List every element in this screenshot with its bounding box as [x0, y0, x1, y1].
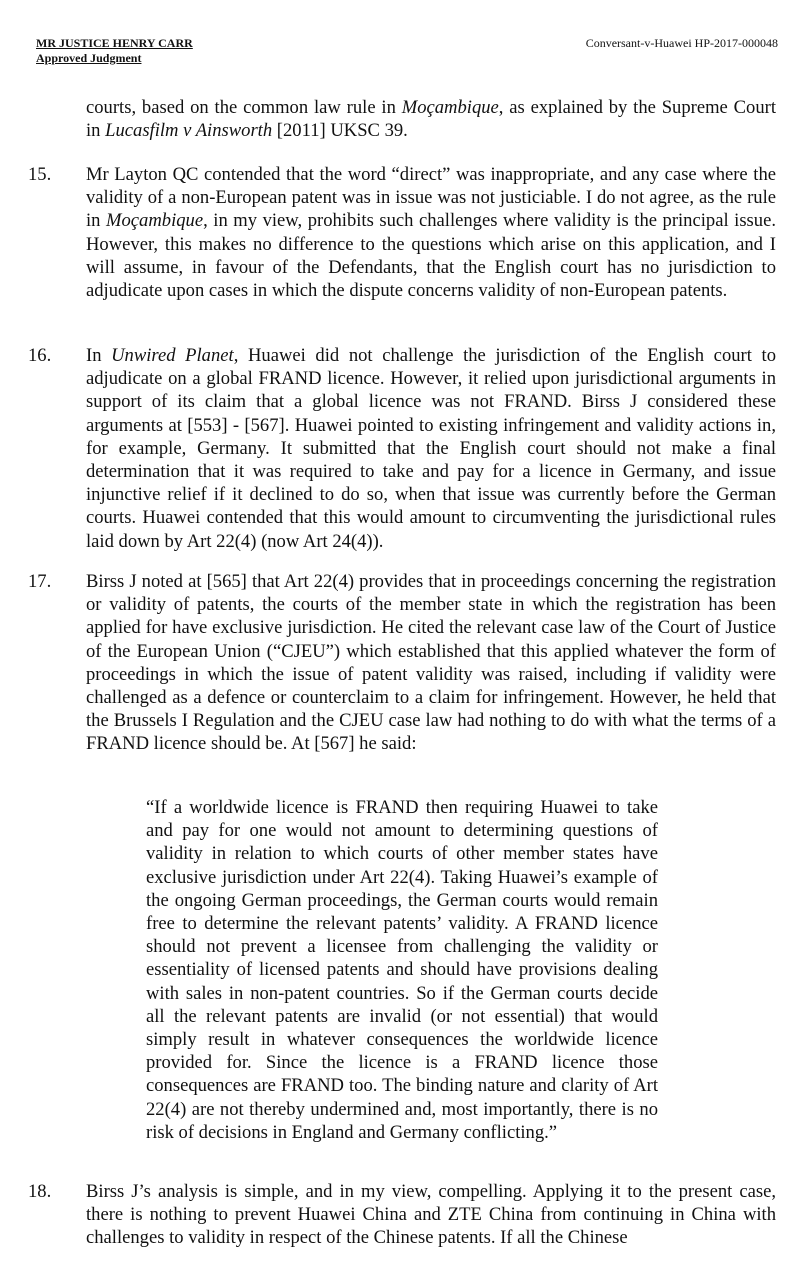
- judgment-status: Approved Judgment: [36, 51, 142, 65]
- text: [2011] UKSC 39.: [272, 120, 408, 142]
- case-name: Moçambique: [106, 210, 204, 232]
- judge-name: MR JUSTICE HENRY CARR: [36, 36, 193, 50]
- text: , in my view, prohibits such challenges where validity is the principal issue. However, this makes no difference to the questions which arise on this application, and I will assume, in favour of the Defendants, that the English court has no jurisdiction to adjudicate upon cases in which the dispute concerns validity of non-European patents.: [86, 210, 776, 302]
- paragraph-continuation: [86, 96, 776, 142]
- paragraph-number: 18.: [28, 1181, 52, 1202]
- paragraph-16: [86, 344, 776, 553]
- paragraph-number: 15.: [28, 164, 52, 185]
- block-quote: “If a worldwide licence is FRAND then requiring Huawei to take and pay for one would not amount to determining questions of validity in relation to which courts of other member states have exclusive jurisdiction under Art 22(4). Taking Huawei’s example of the ongoing German proceedings, the German courts would remain free to determine the relevant patents’ validity. A FRAND licence should not prevent a licensee from challenging the validity or essentiality of licensed patents and should have provisions dealing with sales in non-patent countries. So if the German courts decide all the relevant patents are invalid (or not essential) that would simply result in whatever consequences the worldwide licence provided for. Since the licence is a FRAND licence those consequences are FRAND too. The binding nature and clarity of Art 22(4) are not thereby undermined and, most importantly, there is no risk of decisions in England and Germany conflicting.”: [146, 797, 658, 1143]
- paragraph-18: Birss J’s analysis is simple, and in my view, compelling. Applying it to the present case, there is nothing to prevent Huawei China and ZTE China from continuing in China with challenges to validity in respect of the Chinese patents. If all the Chinese: [86, 1181, 776, 1249]
- paragraph-17: Birss J noted at [565] that Art 22(4) provides that in proceedings concerning the registration or validity of patents, the courts of the member state in which the registration has been applied for have exclusive jurisdiction. He cited the relevant case law of the Court of Justice of the European Union (“CJEU”) which established that this applied whatever the form of proceedings in which the issue of patent validity was raised, including if validity were challenged as a defence or counterclaim to a claim for infringement. However, he held that the Brussels I Regulation and the CJEU case law had nothing to do with what the terms of a FRAND licence should be. At [567] he said:: [86, 571, 776, 755]
- paragraph-number: 16.: [28, 345, 52, 366]
- page-header-left: [36, 36, 193, 66]
- case-name: Lucasfilm v Ainsworth: [105, 120, 273, 142]
- text: , Huawei did not challenge the jurisdiction of the English court to adjudicate on a global FRAND licence. However, it relied upon jurisdictional arguments in support of its claim that a global licence was not FRAND. Birss J considered these arguments at [553] - [567]. Huawei pointed to existing infringement and validity actions in, for example, Germany. It submitted that the English court should not make a final determination that it was required to take and pay for a licence in Germany, and issue injunctive relief if it declined to do so, when that issue was currently before the German courts. Huawei contended that this would amount to circumventing the jurisdictional rules laid down by Art 22(4) (now Art 24(4)).: [86, 345, 776, 552]
- case-reference: Conversant-v-Huawei HP-2017-000048: [585, 36, 778, 50]
- text: , as explained by the Supreme Court in: [86, 97, 776, 142]
- paragraph-15: [86, 163, 776, 302]
- text: courts, based on the common law rule in: [86, 97, 402, 118]
- text: In: [86, 345, 112, 366]
- paragraph-number: 17.: [28, 571, 52, 592]
- text: Mr Layton QC contended that the word “direct” was inappropriate, and any case where the validity of a non-European patent was in issue was not justiciable. I do not agree, as the rule in: [86, 164, 776, 232]
- case-name: Moçambique: [401, 97, 499, 118]
- case-name: Unwired Planet: [111, 345, 234, 366]
